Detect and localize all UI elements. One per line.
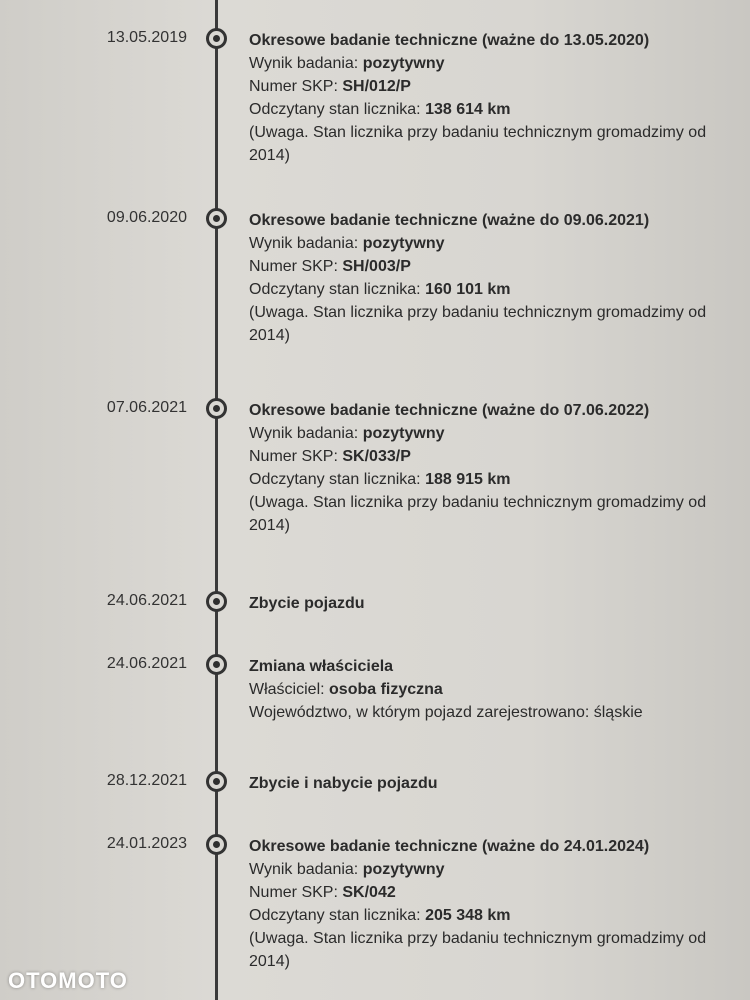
odometer-label: Odczytany stan licznika: (249, 907, 421, 924)
watermark-logo: OTOMOTO (8, 968, 128, 993)
owner-row (249, 678, 729, 701)
result-row (249, 858, 729, 881)
entry-content (249, 29, 729, 167)
entry-title: Okresowe badanie techniczne (ważne do 13.05.2020) (249, 32, 650, 49)
odometer-row (249, 278, 729, 301)
result-label: Wynik badania: (249, 425, 359, 442)
skp-value: SH/012/P (342, 78, 411, 95)
skp-label: Numer SKP: (249, 78, 338, 95)
entry-content (249, 835, 729, 973)
region-row: Województwo, w którym pojazd zarejestrowano: śląskie (249, 704, 643, 721)
entry-title: Okresowe badanie techniczne (ważne do 24.01.2024) (249, 838, 650, 855)
odometer-note: (Uwaga. Stan licznika przy badaniu technicznym gromadzimy od 2014) (249, 304, 707, 344)
skp-row (249, 75, 729, 98)
entry-date: 24.01.2023 (106, 835, 187, 852)
skp-label: Numer SKP: (249, 884, 338, 901)
skp-row (249, 881, 729, 904)
entry-content (249, 772, 729, 795)
skp-value: SK/033/P (342, 448, 411, 465)
skp-value: SH/003/P (342, 258, 411, 275)
entry-content (249, 209, 729, 347)
result-row (249, 232, 729, 255)
odometer-note: (Uwaga. Stan licznika przy badaniu technicznym gromadzimy od 2014) (249, 930, 707, 970)
timeline-node-icon (206, 591, 227, 612)
timeline-node-icon (206, 208, 227, 229)
odometer-value: 160 101 km (425, 281, 511, 298)
entry-title: Okresowe badanie techniczne (ważne do 09.06.2021) (249, 212, 650, 229)
owner-value: osoba fizyczna (329, 681, 443, 698)
odometer-value: 188 915 km (425, 471, 511, 488)
entry-content (249, 592, 729, 615)
odometer-label: Odczytany stan licznika: (249, 101, 421, 118)
skp-label: Numer SKP: (249, 258, 338, 275)
entry-date: 07.06.2021 (106, 399, 187, 416)
entry-date: 24.06.2021 (106, 592, 187, 609)
timeline-node-icon (206, 654, 227, 675)
skp-value: SK/042 (342, 884, 396, 901)
odometer-row (249, 904, 729, 927)
timeline-node-icon (206, 28, 227, 49)
result-value: pozytywny (362, 861, 445, 878)
skp-label: Numer SKP: (249, 448, 338, 465)
odometer-value: 138 614 km (425, 101, 511, 118)
odometer-row (249, 468, 729, 491)
entry-content (249, 399, 729, 537)
odometer-note: (Uwaga. Stan licznika przy badaniu technicznym gromadzimy od 2014) (249, 494, 707, 534)
entry-date: 28.12.2021 (106, 772, 187, 789)
result-label: Wynik badania: (249, 235, 359, 252)
timeline-node-icon (206, 834, 227, 855)
entry-title: Okresowe badanie techniczne (ważne do 07.06.2022) (249, 402, 650, 419)
odometer-note: (Uwaga. Stan licznika przy badaniu technicznym gromadzimy od 2014) (249, 124, 707, 164)
result-row (249, 422, 729, 445)
result-row (249, 52, 729, 75)
odometer-row (249, 98, 729, 121)
result-label: Wynik badania: (249, 861, 359, 878)
owner-label: Właściciel: (249, 681, 325, 698)
result-value: pozytywny (362, 235, 445, 252)
entry-date: 13.05.2019 (106, 29, 187, 46)
result-value: pozytywny (362, 425, 445, 442)
result-label: Wynik badania: (249, 55, 359, 72)
skp-row (249, 445, 729, 468)
odometer-value: 205 348 km (425, 907, 511, 924)
entry-title: Zmiana właściciela (249, 658, 394, 675)
odometer-label: Odczytany stan licznika: (249, 281, 421, 298)
skp-row (249, 255, 729, 278)
result-value: pozytywny (362, 55, 445, 72)
timeline-node-icon (206, 398, 227, 419)
odometer-label: Odczytany stan licznika: (249, 471, 421, 488)
entry-date: 09.06.2020 (106, 209, 187, 226)
entry-title: Zbycie i nabycie pojazdu (249, 775, 438, 792)
timeline-node-icon (206, 771, 227, 792)
entry-content (249, 655, 729, 724)
entry-title: Zbycie pojazdu (249, 595, 365, 612)
entry-date: 24.06.2021 (106, 655, 187, 672)
